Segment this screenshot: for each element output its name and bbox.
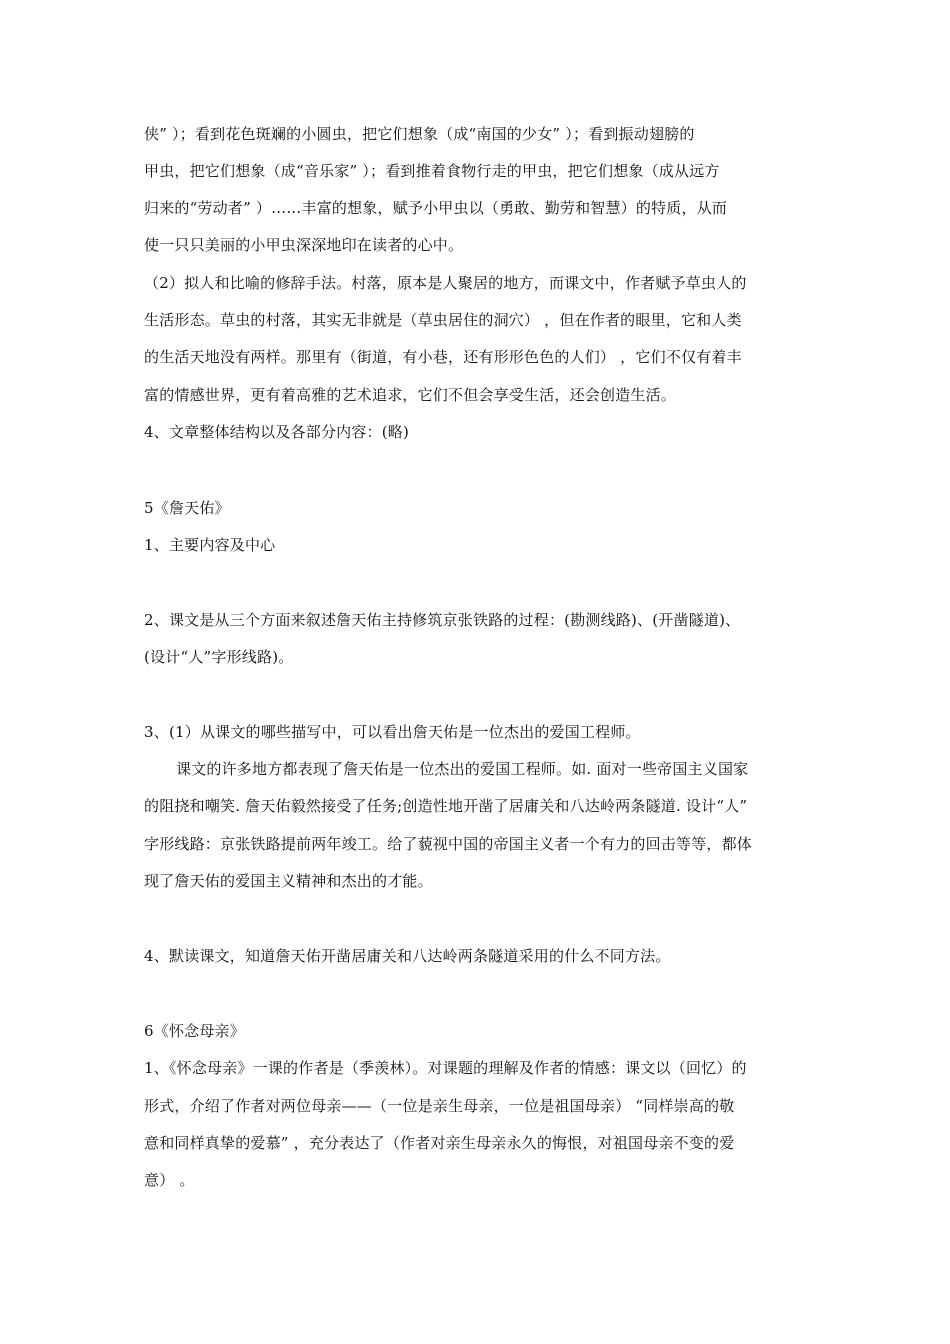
text-line: 使一只只美丽的小甲虫深深地印在读者的心中。 bbox=[144, 236, 464, 254]
text-line: 意和同样真挚的爱慕” ，充分表达了（作者对亲生母亲永久的悔恨，对祖国母亲不变的爱 bbox=[144, 1134, 735, 1152]
text-line: 2、课文是从三个方面来叙述詹天佑主持修筑京张铁路的过程：(勘测线路)、(开凿隧道)、 bbox=[144, 611, 741, 629]
section-heading: 1、主要内容及中心 bbox=[144, 536, 276, 554]
text-line: 1、《怀念母亲》一课的作者是（季羡林）。对课题的理解及作者的情感：课文以（回忆）的 bbox=[144, 1059, 747, 1077]
text-line: 甲虫，把它们想象（成“音乐家” ）；看到推着食物行走的甲虫，把它们想象（成从远方 bbox=[144, 162, 720, 180]
section-heading: 4、文章整体结构以及各部分内容：(略) bbox=[144, 423, 410, 441]
lesson-title: 6《怀念母亲》 bbox=[144, 1022, 245, 1040]
text-line: 生活形态。草虫的村落，其实无非就是（草虫居住的洞穴） ，但在作者的眼里，它和人类 bbox=[144, 311, 742, 329]
lesson-title: 5《詹天佑》 bbox=[144, 499, 230, 517]
text-line: 课文的许多地方都表现了詹天佑是一位杰出的爱国工程师。如. 面对一些帝国主义国家 bbox=[176, 760, 749, 778]
text-line: 形式，介绍了作者对两位母亲——（一位是亲生母亲，一位是祖国母亲） “同样崇高的敬 bbox=[144, 1097, 735, 1115]
text-line: 现了詹天佑的爱国主义精神和杰出的才能。 bbox=[144, 872, 433, 890]
text-line: 富的情感世界，更有着高雅的艺术追求，它们不但会享受生活，还会创造生活。 bbox=[144, 386, 677, 404]
text-line: 3、(1）从课文的哪些描写中，可以看出詹天佑是一位杰出的爱国工程师。 bbox=[144, 723, 641, 741]
text-line: 字形线路：京张铁路提前两年竣工。给了藐视中国的帝国主义者一个有力的回击等等，都体 bbox=[144, 835, 753, 853]
text-line: 意） 。 bbox=[144, 1171, 195, 1189]
text-line: 的阻挠和嘲笑. 詹天佑毅然接受了任务;创造性地开凿了居庸关和八达岭两条隧道. 设计“人” bbox=[144, 797, 748, 815]
text-line: 的生活天地没有两样。那里有（街道，有小巷，还有形形色色的人们） ，它们不仅有着丰 bbox=[144, 348, 742, 366]
text-line: (设计“人”字形线路)。 bbox=[144, 648, 294, 666]
text-line: 4、默读课文，知道詹天佑开凿居庸关和八达岭两条隧道采用的什么不同方法。 bbox=[144, 947, 671, 965]
text-line: （2）拟人和比喻的修辞手法。村落，原本是人聚居的地方，而课文中，作者赋予草虫人的 bbox=[144, 274, 747, 292]
text-line: 侠” ）；看到花色斑斓的小圆虫，把它们想象（成“南国的少女” ）；看到振动翅膀的 bbox=[144, 125, 695, 143]
text-line: 归来的“劳动者” ）……丰富的想象，赋予小甲虫以（勇敢、勤劳和智慧）的特质，从而 bbox=[144, 199, 728, 217]
